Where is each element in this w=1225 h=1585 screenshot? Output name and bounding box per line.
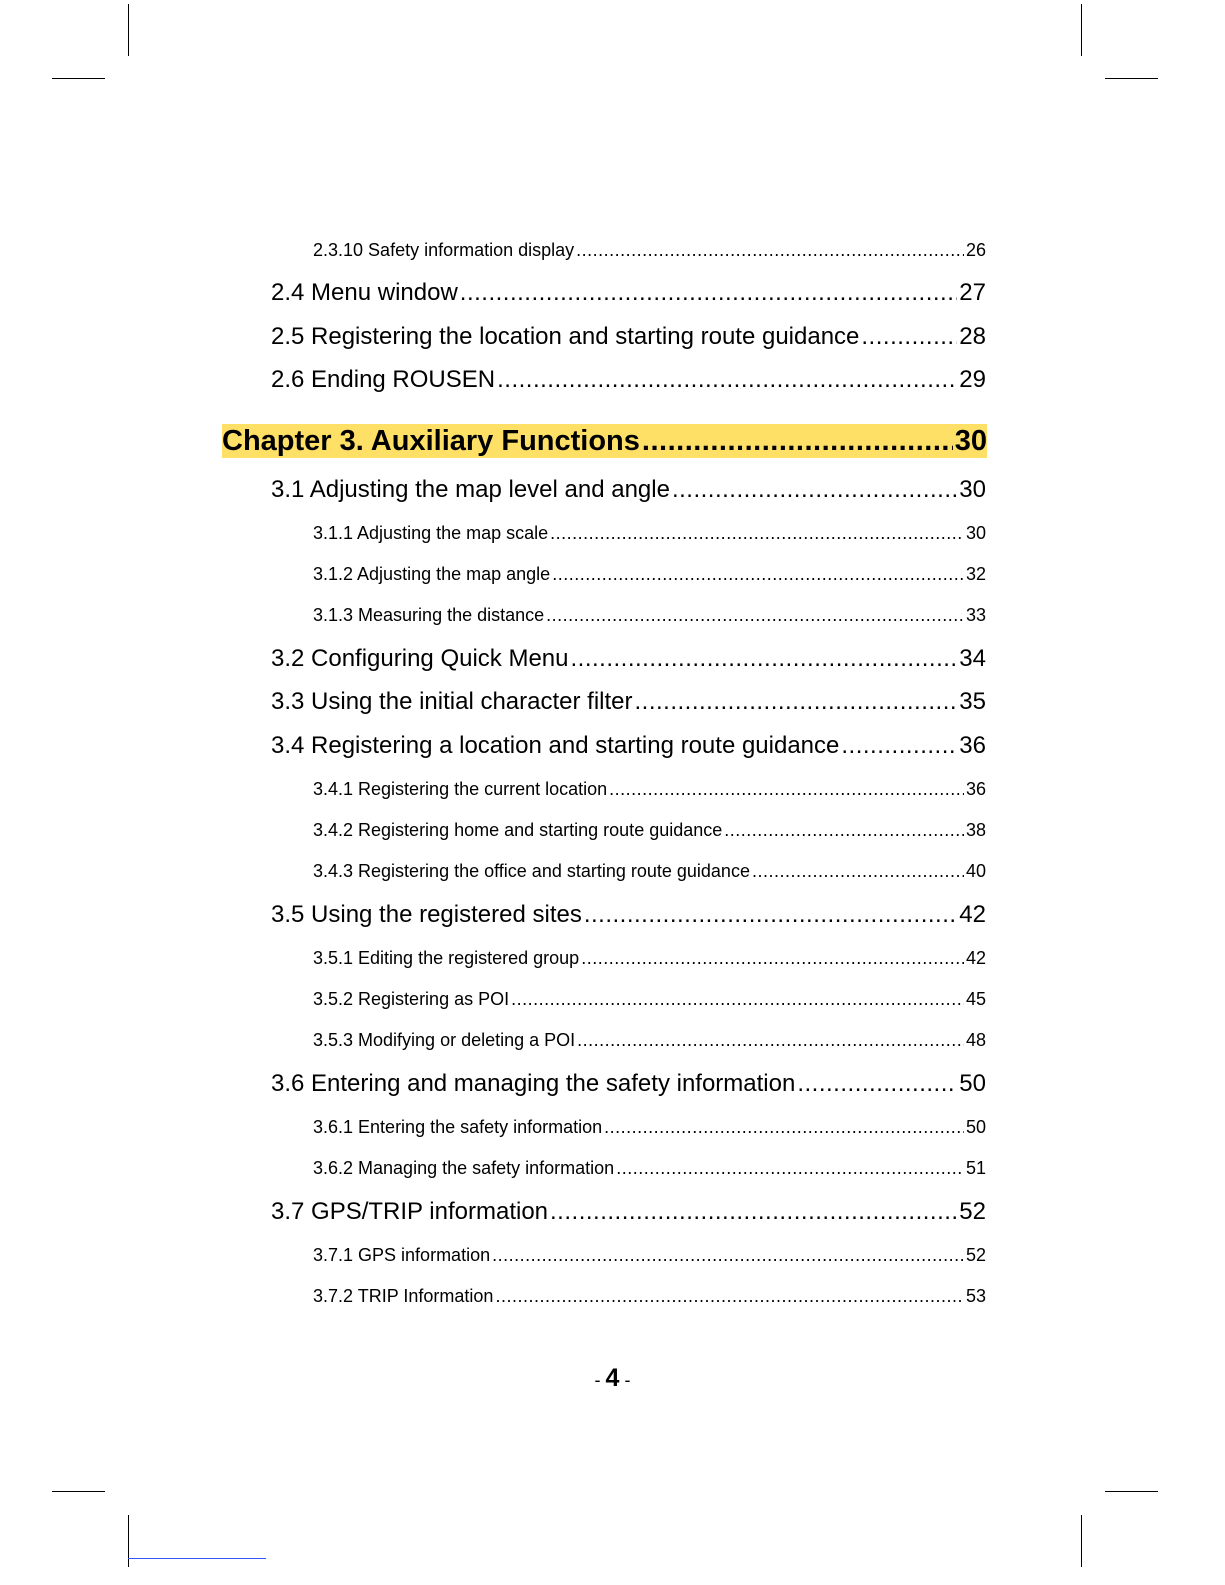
dot-leader [609, 777, 964, 801]
toc-entry[interactable] [313, 777, 986, 801]
toc-entry[interactable] [313, 818, 986, 842]
toc-entry[interactable] [313, 562, 986, 586]
toc-entry-page: 52 [959, 1198, 986, 1225]
toc-entry-title: 3.5.2 Registering as POI [313, 989, 510, 1009]
dot-leader [492, 1243, 964, 1267]
toc-entry-page: 45 [965, 989, 986, 1009]
toc-entry-title: 3.4 Registering a location and starting route guidance [271, 732, 840, 759]
toc-entry-page: 42 [959, 901, 986, 928]
crop-mark [52, 1491, 105, 1492]
toc-entry-page: 52 [965, 1245, 986, 1265]
dot-leader [460, 278, 958, 308]
toc-entry[interactable] [313, 1115, 986, 1139]
toc-entry[interactable] [271, 1197, 986, 1227]
crop-mark [128, 4, 129, 56]
toc-entry[interactable] [313, 987, 986, 1011]
chapter-heading[interactable] [222, 424, 987, 458]
chapter-title: Chapter 3. Auxiliary Functions [222, 425, 640, 457]
toc-entry[interactable] [313, 859, 986, 883]
toc-entry-page: 32 [965, 564, 986, 584]
toc-entry-page: 26 [965, 240, 986, 260]
toc-entry[interactable] [313, 1156, 986, 1180]
toc-entry[interactable] [271, 644, 986, 674]
toc-entry[interactable] [271, 322, 986, 352]
toc-entry-title: 3.3 Using the initial character filter [271, 688, 633, 715]
dot-leader [495, 1284, 964, 1308]
toc-entry-page: 50 [965, 1117, 986, 1137]
dot-leader [841, 731, 957, 761]
toc-entry[interactable] [271, 731, 986, 761]
toc-entry[interactable] [313, 1028, 986, 1052]
toc-entry-title: 3.7.1 GPS information [313, 1245, 491, 1265]
dot-leader [576, 238, 964, 262]
toc-entry[interactable] [313, 238, 986, 262]
page-number-prefix: - [594, 1370, 606, 1390]
toc-entry-page: 30 [959, 476, 986, 503]
toc-entry-page: 29 [959, 366, 986, 393]
toc-entry-page: 36 [959, 732, 986, 759]
dot-leader [635, 687, 958, 717]
toc-entry-title: 3.4.1 Registering the current location [313, 779, 608, 799]
toc-entry[interactable] [313, 1284, 986, 1308]
toc-entry[interactable] [313, 1243, 986, 1267]
toc-entry-title: 3.1.2 Adjusting the map angle [313, 564, 551, 584]
toc-entry-page: 40 [965, 861, 986, 881]
dot-leader [552, 562, 964, 586]
dot-leader [642, 424, 953, 458]
dot-leader [497, 365, 957, 395]
toc-entry-page: 35 [959, 688, 986, 715]
dot-leader [511, 987, 964, 1011]
toc-entry-title: 3.6 Entering and managing the safety information [271, 1070, 796, 1097]
toc-entry-title: 3.5.3 Modifying or deleting a POI [313, 1030, 576, 1050]
toc-entry-title: 3.1.1 Adjusting the map scale [313, 523, 549, 543]
toc-entry-page: 27 [959, 279, 986, 306]
toc-entry-title: 3.5 Using the registered sites [271, 901, 582, 928]
toc-entry-title: 2.5 Registering the location and starting route guidance [271, 323, 860, 350]
dot-leader [550, 1197, 957, 1227]
toc-entry-title: 3.4.3 Registering the office and starting route guidance [313, 861, 750, 881]
toc-entry-page: 38 [965, 820, 986, 840]
toc-entry-page: 50 [959, 1070, 986, 1097]
toc-entry-title: 3.4.2 Registering home and starting route guidance [313, 820, 723, 840]
toc-entry[interactable] [271, 900, 986, 930]
chapter-page: 30 [954, 425, 987, 457]
toc-entry-page: 53 [965, 1286, 986, 1306]
dot-leader [584, 900, 957, 930]
toc-entry-page: 42 [965, 948, 986, 968]
toc-entry-title: 3.7 GPS/TRIP information [271, 1198, 549, 1225]
toc-entry[interactable] [271, 475, 986, 505]
crop-mark [128, 1515, 129, 1567]
toc-entry[interactable] [271, 687, 986, 717]
toc-entry[interactable] [271, 278, 986, 308]
toc-entry-page: 33 [965, 605, 986, 625]
page-number [0, 1364, 1225, 1393]
toc-entry-title: 2.4 Menu window [271, 279, 458, 306]
dot-leader [672, 475, 957, 505]
page-number-suffix: - [619, 1370, 631, 1390]
dot-leader [550, 521, 964, 545]
toc-entry-page: 51 [965, 1158, 986, 1178]
toc-entry-title: 3.5.1 Editing the registered group [313, 948, 580, 968]
toc-entry-title: 3.1 Adjusting the map level and angle [271, 476, 670, 503]
toc-entry-title: 2.3.10 Safety information display [313, 240, 575, 260]
dot-leader [861, 322, 957, 352]
dot-leader [724, 818, 964, 842]
toc-entry-title: 3.2 Configuring Quick Menu [271, 645, 569, 672]
toc-entry-title: 3.7.2 TRIP Information [313, 1286, 494, 1306]
dot-leader [581, 946, 964, 970]
toc-entry-page: 48 [965, 1030, 986, 1050]
crop-mark [1081, 4, 1082, 56]
toc-entry-page: 30 [965, 523, 986, 543]
toc-entry[interactable] [313, 603, 986, 627]
crop-mark [1105, 78, 1158, 79]
bottom-edge-line [128, 1558, 266, 1559]
crop-mark [52, 78, 105, 79]
toc-entry[interactable] [271, 365, 986, 395]
dot-leader [577, 1028, 964, 1052]
dot-leader [752, 859, 964, 883]
crop-mark [1081, 1515, 1082, 1567]
toc-entry[interactable] [271, 1069, 986, 1099]
toc-entry-page: 28 [959, 323, 986, 350]
toc-entry-title: 3.6.1 Entering the safety information [313, 1117, 603, 1137]
page-number-value: 4 [605, 1364, 620, 1392]
crop-mark [1105, 1491, 1158, 1492]
dot-leader [797, 1069, 957, 1099]
dot-leader [546, 603, 964, 627]
dot-leader [571, 644, 958, 674]
dot-leader [616, 1156, 964, 1180]
toc-entry-page: 34 [959, 645, 986, 672]
toc-entry-title: 2.6 Ending ROUSEN [271, 366, 496, 393]
dot-leader [604, 1115, 964, 1139]
toc-entry-title: 3.6.2 Managing the safety information [313, 1158, 615, 1178]
toc-entry[interactable] [313, 521, 986, 545]
toc-entry-title: 3.1.3 Measuring the distance [313, 605, 545, 625]
toc-entry-page: 36 [965, 779, 986, 799]
toc-entry[interactable] [313, 946, 986, 970]
